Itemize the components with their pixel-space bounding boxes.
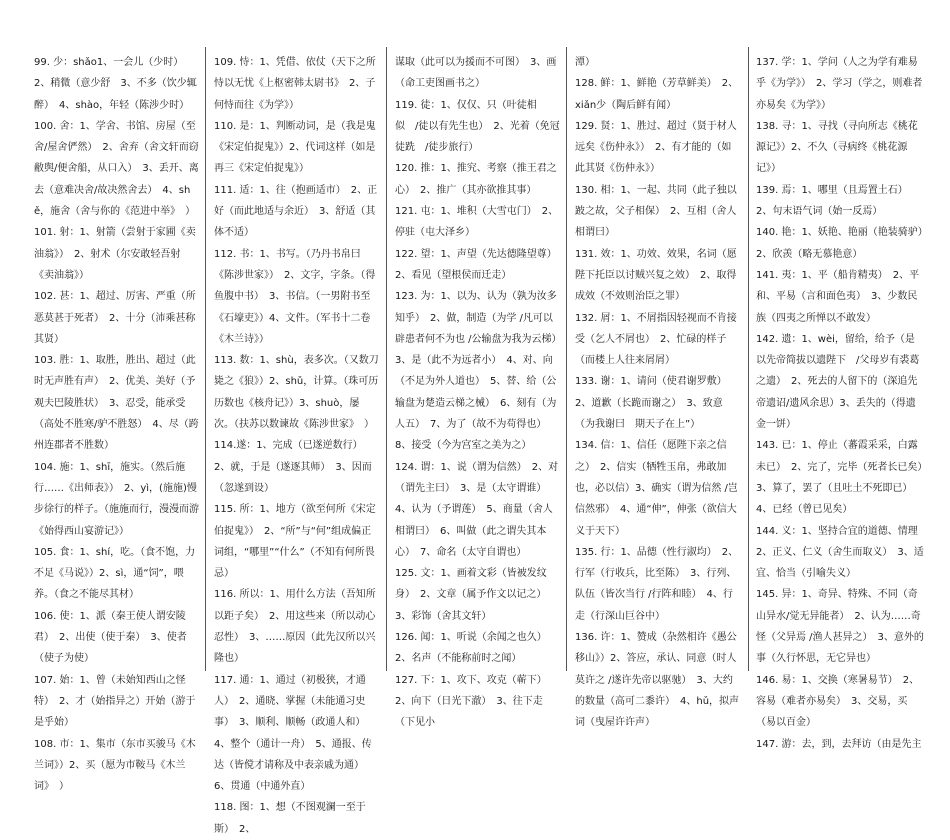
column-divider bbox=[566, 47, 567, 671]
entry: 140. 艳：1、妖艳、艳丽（艳装骑驴） 2、欣羡（略无慕艳意） bbox=[756, 227, 933, 260]
entry: 108. 市：1、集市（东市买骏马《木兰词》）2、买（愿为市鞍马《木兰词》 ） bbox=[34, 738, 196, 793]
entry: 谋取（此可以为援而不可图） 3、画（命工吏图画书之） bbox=[395, 57, 557, 90]
entry: 102. 甚：1、超过、厉害、严重（所恶莫甚于死者） 2、十分（沛乘甚称其贤） bbox=[34, 291, 196, 345]
entry: 116. 所以：1、用什么方法（吾知所以距子矣） 2、用这些来（所以动心忍性） 3、……原因（此先汉所以兴隆也） bbox=[214, 589, 376, 665]
entry: 100. 舍：1、学舍、书馆、房屋（至舍/屋舍俨然） 2、舍弃（舍文轩而窃敝舆/便舍船，从口入） 3、丢开、离去（意难决舍/故决然舍去） 4、shě，施舍（舍与你的《范进中举》 ） bbox=[34, 120, 199, 218]
entry: 109. 恃：1、凭借、依仗（天下之所恃以无忧《上枢密韩太尉书》 2、子何恃而往《为学》） bbox=[214, 57, 376, 111]
column-divider bbox=[205, 47, 206, 671]
column-5 bbox=[753, 52, 933, 750]
entry: 128. 鲜：1、鲜艳（芳草鲜美） 2、xiǎn少（陶后鲜有闻） bbox=[575, 78, 739, 111]
entry: 126. 闻：1、听说（余闻之也久） 2、名声（不能称前时之闻） bbox=[395, 632, 552, 665]
entry: 147. 游：去，到，去拜访（由是先主 bbox=[756, 738, 922, 750]
entry: 138. 寻：1、寻找（寻向所志《桃花源记》）2、不久（寻病终《桃花源记》） bbox=[756, 120, 918, 175]
entry: 99. 少：shǎo1、一会儿（少时） 2、稍微（意少舒 3、不多（饮少辄醉） 4、shào，年轻（陈涉少时） bbox=[34, 57, 197, 111]
entry: 114.遂：1、完成（已遂逆数行） 2、就，于是（遂逐其师） 3、因而（忽遂到设） bbox=[214, 440, 372, 494]
entry: 113. 数：1、shù，表多次。（又数刀毙之《狼》）2、shǔ，计算。（珠可历历数也《核舟记》）3、shuò，屡次。（扶苏以数谏故《陈涉世家》 ） bbox=[214, 355, 379, 431]
entry: 122. 望：1、声望（先达德隆望尊） 2、看见（望根侯而迁走） bbox=[395, 248, 562, 281]
entry: 125. 文：1、画着文彩（皆被发纹身） 2、文章（属予作文以记之） 3、彩饰（舍其文轩） bbox=[395, 568, 552, 622]
entry: 105. 食：1、shí，吃。（食不饱，力不足《马说》）2、sì，通“饲”，喂养。（食之不能尽其材） bbox=[34, 546, 196, 601]
column-divider bbox=[748, 47, 749, 671]
entry: 124. 谓：1、说（谓为信然） 2、对（谓先主曰） 3、是（太守谓谁） 4、认为（予谓莲） 5、商量（舍人相谓曰） 6、叫做（此之谓失其本心） 7、命名（太守自谓也） bbox=[395, 461, 559, 558]
entry: 139. 焉：1、哪里（且焉置土石） 2、句末语气词（始一反焉） bbox=[756, 184, 913, 218]
entry: 141. 夷：1、平（船肯精夷） 2、平和、平易（言和面色夷） 3、少数民族（四夷之所惮以不敢发） bbox=[756, 269, 920, 324]
column-2 bbox=[211, 52, 382, 835]
entry: 133. 谢：1、请问（使君谢罗敷） 2、道歉（长跪而谢之） 3、致意（为我谢曰 期天子在上”） bbox=[575, 376, 732, 431]
column-divider bbox=[386, 47, 387, 671]
entry: 123. 为：1、以为、认为（孰为汝多知乎） 2、做，制造（为学 /凡可以辟患者何不为也 /公输盘为我为云梯） 3、是（此不为远者小） 4、对、向（不足为外人道也） 5、替、给（公输盘为楚造云梯之械） 6、刻有（为人五） 7、为了（故不为苟得也） 8、接受（今为宫室之美为之） bbox=[395, 291, 567, 452]
entry: 106. 使：1、派（秦王使人谓安陵君） 2、出使（使于秦） 3、使者（使子为使） bbox=[34, 610, 187, 665]
entry: 121. 屯：1、堆积（大雪屯门） 2、停驻（屯大泽乡） bbox=[395, 206, 559, 239]
entry: 118. 图：1、想（不图观澜一至于斯） 2、 bbox=[214, 802, 366, 835]
entry: 110. 是：1、判断动词，是（我是鬼《宋定伯捉鬼》）2、代词这样（如是再三《宋定伯捉鬼》） bbox=[214, 120, 376, 175]
entry: 130. 相：1、一起、共同（此子独以跛之故，父子相保） 2、互相（舍人相谓曰） bbox=[575, 184, 737, 239]
entry: 127. 下：1、攻下、攻克（蕲下） 2、向下（日光下澈） 3、往下走（下见小 bbox=[395, 674, 552, 729]
entry: 134. 信：1、信任（愿陛下亲之信之） 2、信实（牺牲玉帛，弗敢加也，必以信）3、确实（谓为信然 /岂信然邪） 4、通“伸”，伸张（欲信大义于天下） bbox=[575, 440, 738, 537]
entry: 107. 始：1、曾（未始知西山之怪特） 2、才（始指异之）开始（游于是乎始） bbox=[34, 674, 196, 729]
entry: 115. 所：1、地方（欲至何所《宋定伯捉鬼》） 2、“所”与“何”组成偏正词组，“哪里”“什么”（不知有何所畏忌） bbox=[214, 504, 376, 580]
entry: 111. 适：1、往（抱画适市） 2、正好（而此地适与余近） 3、舒适（其体不适） bbox=[214, 184, 378, 239]
entry: 119. 徒：1、仅仅、只（叶徒相似 /徒以有先生也） 2、光着（免冠徒跣 /徒步旅行） bbox=[395, 99, 560, 154]
entry: 145. 异：1、奇异、特殊、不同（奇山异水/觉无异能者） 2、认为……奇怪（父异焉 /渔人甚异之） 3、意外的事（久行怀思，无它异也） bbox=[756, 589, 924, 665]
column-1 bbox=[31, 52, 202, 793]
entry: 143. 已：1、停止（蕃霞采采，白露未已） 2、完了，完毕（死者长已矣） 3、算了，罢了（且吐土不死即已） 4、已经（曾已见矣） bbox=[756, 440, 933, 516]
entry: 129. 贤：1、胜过、超过（贤于材人远矣《伤仲永》） 2、有才能的（如此其贤《伤仲永》） bbox=[575, 120, 737, 175]
entry: 146. 易：1、交换（寒暑易节） 2、容易（难者亦易矣） 3、交易，买（易以百金） bbox=[756, 674, 920, 729]
entry: 101. 射：1、射箭（尝射于家圃《卖油翁》） 2、射术（尔安敢轻吾射《卖油翁》） bbox=[34, 227, 196, 281]
entry: 136. 许：1、赞成（杂然相许《愚公移山》）2、答应，承认、同意（时人莫许之 /遂许先帝以驱驰） 3、大约的数量（高可二黍许） 4、hǔ，拟声词（曳屋许许声） bbox=[575, 632, 740, 729]
entry: 142. 遗：1、wèi，留给，给予（是以先帝简拔以遗陛下 /父母岁有裘葛之遗） 2、死去的人留下的（深追先帝遗诏/遗风余思）3、丢失的（得遗金一饼） bbox=[756, 333, 920, 431]
entry: 135. 行：1、品德（性行淑均） 2、行军（行收兵，比至陈） 3、行列、队伍（皆次当行 /行阵和睦） 4、行走（行深山巨谷中） bbox=[575, 546, 739, 622]
entry: 137. 学：1、学问（人之为学有难易乎《为学》） 2、学习（学之，则难者亦易矣《为学》） bbox=[756, 57, 923, 111]
entry: 潭） bbox=[575, 57, 595, 68]
entry: 120. 推：1、推究、考察（推王君之心） 2、推广（其亦欲推其事） bbox=[395, 163, 557, 196]
entry: 103. 胜：1、取胜，胜出、超过（此时无声胜有声） 2、优美、美好（予观夫巴陵胜状） 3、忍受，能承受（高处不胜寒/驴不胜怒） 4、尽（跨州连郡者不胜数） bbox=[34, 355, 199, 452]
entry: 104. 施：1、shī，施实。（然后施行……《出师表》） 2、yì，(施施)慢步徐行的样子。（施施而行，漫漫而游《始得西山宴游记》） bbox=[34, 461, 199, 537]
entry: 132. 屑：1、不屑指因轻视而不肯接受（乞人不屑也） 2、忙碌的样子（而楼上人往来屑屑） bbox=[575, 312, 737, 367]
entry: 112. 书：1、书写。（乃丹书帛曰《陈涉世家》） 2、文字，字条。（得鱼腹中书） 3、书信。（一男附书至《石壕吏》）4、文件。（军书十二卷《木兰诗》） bbox=[214, 248, 376, 345]
column-3 bbox=[392, 52, 567, 729]
entry: 144. 义：1、坚持合宜的道德、情理 2、正义、仁义（舍生而取义） 3、适宜、恰当（引喻失义） bbox=[756, 525, 928, 580]
column-4 bbox=[572, 52, 744, 729]
entry: 117. 通：1、通过（初极狭，才通人） 2、通晓、掌握（未能通习史事） 3、顺利、顺畅（政通人和） 4、整个（通计一舟） 5、通报、传达（皆傥才请称及中表亲戚为通） 6、贯通（中通外直） bbox=[214, 674, 372, 793]
entry: 131. 效：1、功效、效果，名词（愿陛下托臣以讨贼兴复之效） 2、取得成效（不效则治臣之罪） bbox=[575, 248, 737, 303]
